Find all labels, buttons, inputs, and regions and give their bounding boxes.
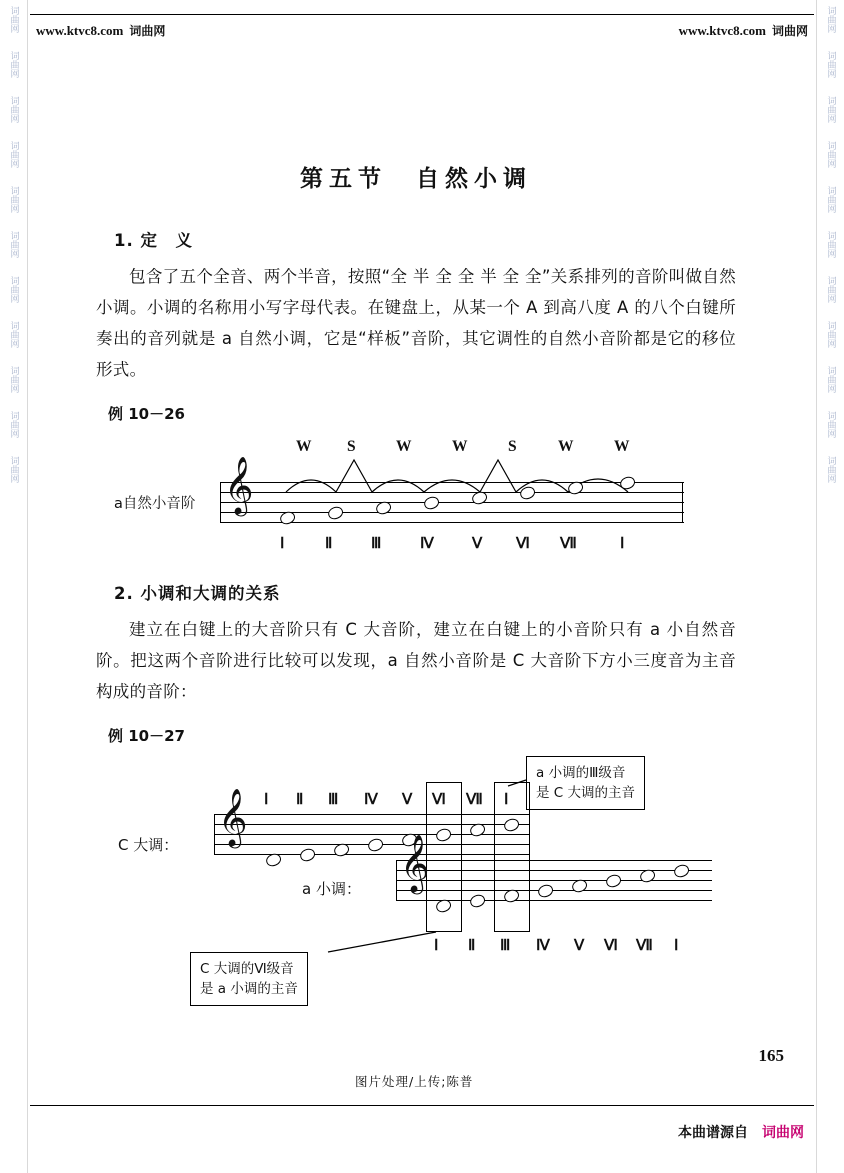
watermark-text: 词曲网: [8, 231, 19, 258]
watermark-text: 词曲网: [8, 411, 19, 438]
watermark-text: 词曲网: [8, 141, 19, 168]
watermark-text: 词曲网: [825, 231, 836, 258]
scale-degree: Ⅴ: [574, 938, 585, 954]
page-title: 第五节 自然小调: [300, 166, 532, 192]
header-left-url: www.ktvc8.com: [36, 23, 124, 38]
scale-degree: Ⅰ: [620, 536, 625, 552]
scale-degree: Ⅳ: [364, 792, 379, 808]
watermark-text: 词曲网: [825, 276, 836, 303]
watermark-text: 词曲网: [8, 456, 19, 483]
callout-top-line2: 是 C 大调的主音: [536, 785, 636, 801]
watermark-text: 词曲网: [8, 51, 19, 78]
subsection-heading-definition: 1. 定 义: [114, 231, 193, 250]
example-label-10-26: [108, 403, 736, 424]
scale-degree: Ⅳ: [536, 938, 551, 954]
watermark-text: 词曲网: [8, 321, 19, 348]
step-mark: W: [558, 438, 574, 455]
scale-degree: Ⅰ: [674, 938, 679, 954]
staff-barline: [220, 482, 221, 522]
footer-source-label: 本曲谱源自: [678, 1125, 748, 1141]
footer-source: [678, 1122, 804, 1142]
subsection-heading-relation: 2. 小调和大调的关系: [114, 584, 281, 603]
step-mark: S: [508, 438, 517, 455]
document-content: [96, 160, 736, 1021]
scale-degree: Ⅶ: [636, 938, 654, 954]
callout-leader-lines: [96, 756, 736, 1021]
scale-degree: Ⅰ: [264, 792, 269, 808]
step-mark: W: [296, 438, 312, 455]
left-watermark-strip: [0, 0, 28, 1173]
watermark-text: 词曲网: [825, 456, 836, 483]
step-mark: W: [614, 438, 630, 455]
header-right-brand: 词曲网: [771, 24, 808, 38]
scale-degree: Ⅵ: [432, 792, 447, 808]
scale-degree: Ⅴ: [402, 792, 413, 808]
example-label-10-27: [108, 725, 736, 746]
staff-barline: [682, 482, 683, 522]
callout-bottom-line2: 是 a 小调的主音: [200, 981, 298, 997]
scale-degree: Ⅳ: [420, 536, 435, 552]
scale-degree: Ⅲ: [500, 938, 511, 954]
scale-degree: Ⅱ: [325, 536, 333, 552]
example-label-text: 例 10－27: [108, 727, 185, 745]
watermark-text: 词曲网: [825, 186, 836, 213]
watermark-text: 词曲网: [8, 276, 19, 303]
step-mark: W: [452, 438, 468, 455]
step-mark: W: [396, 438, 412, 455]
figure-major-minor-comparison: [96, 756, 736, 1021]
header-right-url: www.ktvc8.com: [678, 23, 766, 38]
footer-brand[interactable]: 词曲网: [762, 1125, 804, 1141]
staff-line: [220, 502, 684, 503]
treble-clef-icon: 𝄞: [218, 788, 248, 846]
scale-degree: Ⅰ: [434, 938, 439, 954]
paragraph-definition: 包含了五个全音、两个半音，按照“全 半 全 全 半 全 全”关系排列的音阶叫做自然小调。小调的名称用小写字母代表。在键盘上，从某一个 A 到高八度 A 的八个白键所奏出的音列就是 a 自然小调，它是“样板”音阶，其它调性的自然小音阶都是它的移位形式。: [96, 267, 736, 379]
scale-degree: Ⅵ: [516, 536, 531, 552]
watermark-text: 词曲网: [825, 6, 836, 33]
watermark-text: 词曲网: [825, 51, 836, 78]
scale-degree: Ⅰ: [280, 536, 285, 552]
scale-degree: Ⅱ: [468, 938, 476, 954]
watermark-text: 词曲网: [8, 6, 19, 33]
watermark-text: 词曲网: [825, 366, 836, 393]
staff-line: [220, 492, 684, 493]
callout-top-line1: a 小调的Ⅲ级音: [536, 765, 626, 781]
staff-line: [220, 482, 684, 483]
watermark-text: 词曲网: [8, 186, 19, 213]
top-divider: [30, 14, 814, 15]
header-left-brand: 词曲网: [129, 24, 166, 38]
scale-degree: Ⅲ: [328, 792, 339, 808]
header-right: [679, 22, 808, 39]
paragraph-relation: 建立在白键上的大音阶只有 C 大音阶，建立在白键上的小音阶只有 a 小自然音阶。把这两个音阶进行比较可以发现，a 自然小音阶是 C 大音阶下方小三度音为主音构成的音阶：: [96, 620, 736, 701]
scale-degree: Ⅰ: [504, 792, 509, 808]
treble-clef-icon: 𝄞: [400, 834, 430, 892]
right-watermark-strip: [816, 0, 844, 1173]
treble-clef-icon: 𝄞: [224, 456, 254, 514]
scale-degree: Ⅶ: [466, 792, 484, 808]
watermark-text: 词曲网: [8, 96, 19, 123]
example-label-text: 例 10－26: [108, 405, 185, 423]
header-left: [36, 22, 165, 39]
step-mark: S: [347, 438, 356, 455]
figure1-scale-label: a自然小音阶: [114, 496, 196, 512]
page-number: 165: [758, 1046, 784, 1065]
scale-degree: Ⅲ: [371, 536, 382, 552]
credit-note: 图片处理/上传;陈普: [355, 1074, 474, 1089]
watermark-text: 词曲网: [825, 141, 836, 168]
watermark-text: 词曲网: [825, 96, 836, 123]
figure2-major-label: C 大调：: [118, 836, 179, 854]
scale-degree: Ⅵ: [604, 938, 619, 954]
scale-degree: Ⅶ: [560, 536, 578, 552]
watermark-text: 词曲网: [8, 366, 19, 393]
figure-natural-minor-scale: [96, 430, 736, 560]
page-header: [36, 22, 808, 39]
watermark-text: 词曲网: [825, 411, 836, 438]
watermark-text: 词曲网: [825, 321, 836, 348]
figure2-minor-label: a 小调：: [302, 880, 361, 898]
scale-degree: Ⅴ: [472, 536, 483, 552]
scale-degree: Ⅱ: [296, 792, 304, 808]
callout-bottom-line1: C 大调的Ⅵ级音: [200, 961, 294, 977]
